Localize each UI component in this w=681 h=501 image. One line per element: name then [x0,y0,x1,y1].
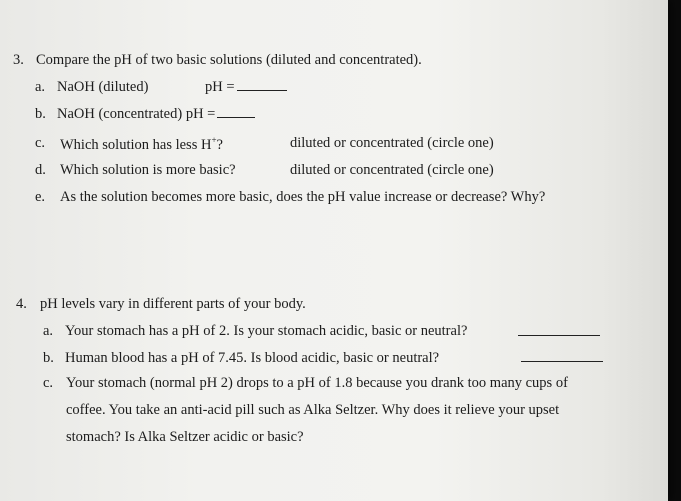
q4a-text: Your stomach has a pH of 2. Is your stomach acidic, basic or neutral? [65,323,468,339]
q3-prompt: Compare the pH of two basic solutions (diluted and concentrated). [36,52,422,68]
q4b-letter: b. [43,350,54,366]
q3a-letter: a. [35,79,46,95]
q4c-line-1: Your stomach (normal pH 2) drops to a pH of 1.8 because you drank too many cups of [66,375,568,391]
q4c-line-3: stomach? Is Alka Seltzer acidic or basic? [66,429,304,445]
q3a-answer-line [205,80,287,95]
q3-number: 3. [13,52,24,68]
q3b-blank[interactable] [217,117,255,118]
q3c-letter: c. [35,135,46,151]
q4a-answer-blank[interactable] [518,335,600,336]
q3e-text: As the solution becomes more basic, does the pH value increase or decrease? Why? [60,189,546,205]
q4a-letter: a. [43,323,54,339]
q3d-text: Which solution is more basic? [60,162,236,178]
q4c-line-2: coffee. You take an anti-acid pill such as Alka Seltzer. Why does it relieve your upset [66,402,560,418]
q3c-charge: + [211,135,217,145]
q3b-answer-line [57,107,255,122]
q4-prompt: pH levels vary in different parts of your body. [40,296,306,312]
q3c-end: ? [216,137,223,153]
q3d-choices: diluted or concentrated (circle one) [290,162,494,178]
q3c-choices: diluted or concentrated (circle one) [290,135,494,151]
q3a-ph-label: pH = [205,79,235,95]
q4b-answer-blank[interactable] [521,361,603,362]
q4-number: 4. [16,296,27,312]
q3e-letter: e. [35,189,46,205]
q3c-text: Which solution has less H [60,137,212,153]
q3d-letter: d. [35,162,46,178]
q3a-text: NaOH (diluted) [57,79,149,95]
q3b-text: NaOH (concentrated) pH = [57,106,216,122]
q3c-question [60,136,223,153]
q3a-blank[interactable] [237,90,287,91]
q4b-text: Human blood has a pH of 7.45. Is blood acidic, basic or neutral? [65,350,440,366]
q3b-letter: b. [35,106,46,122]
q4c-letter: c. [43,375,54,391]
